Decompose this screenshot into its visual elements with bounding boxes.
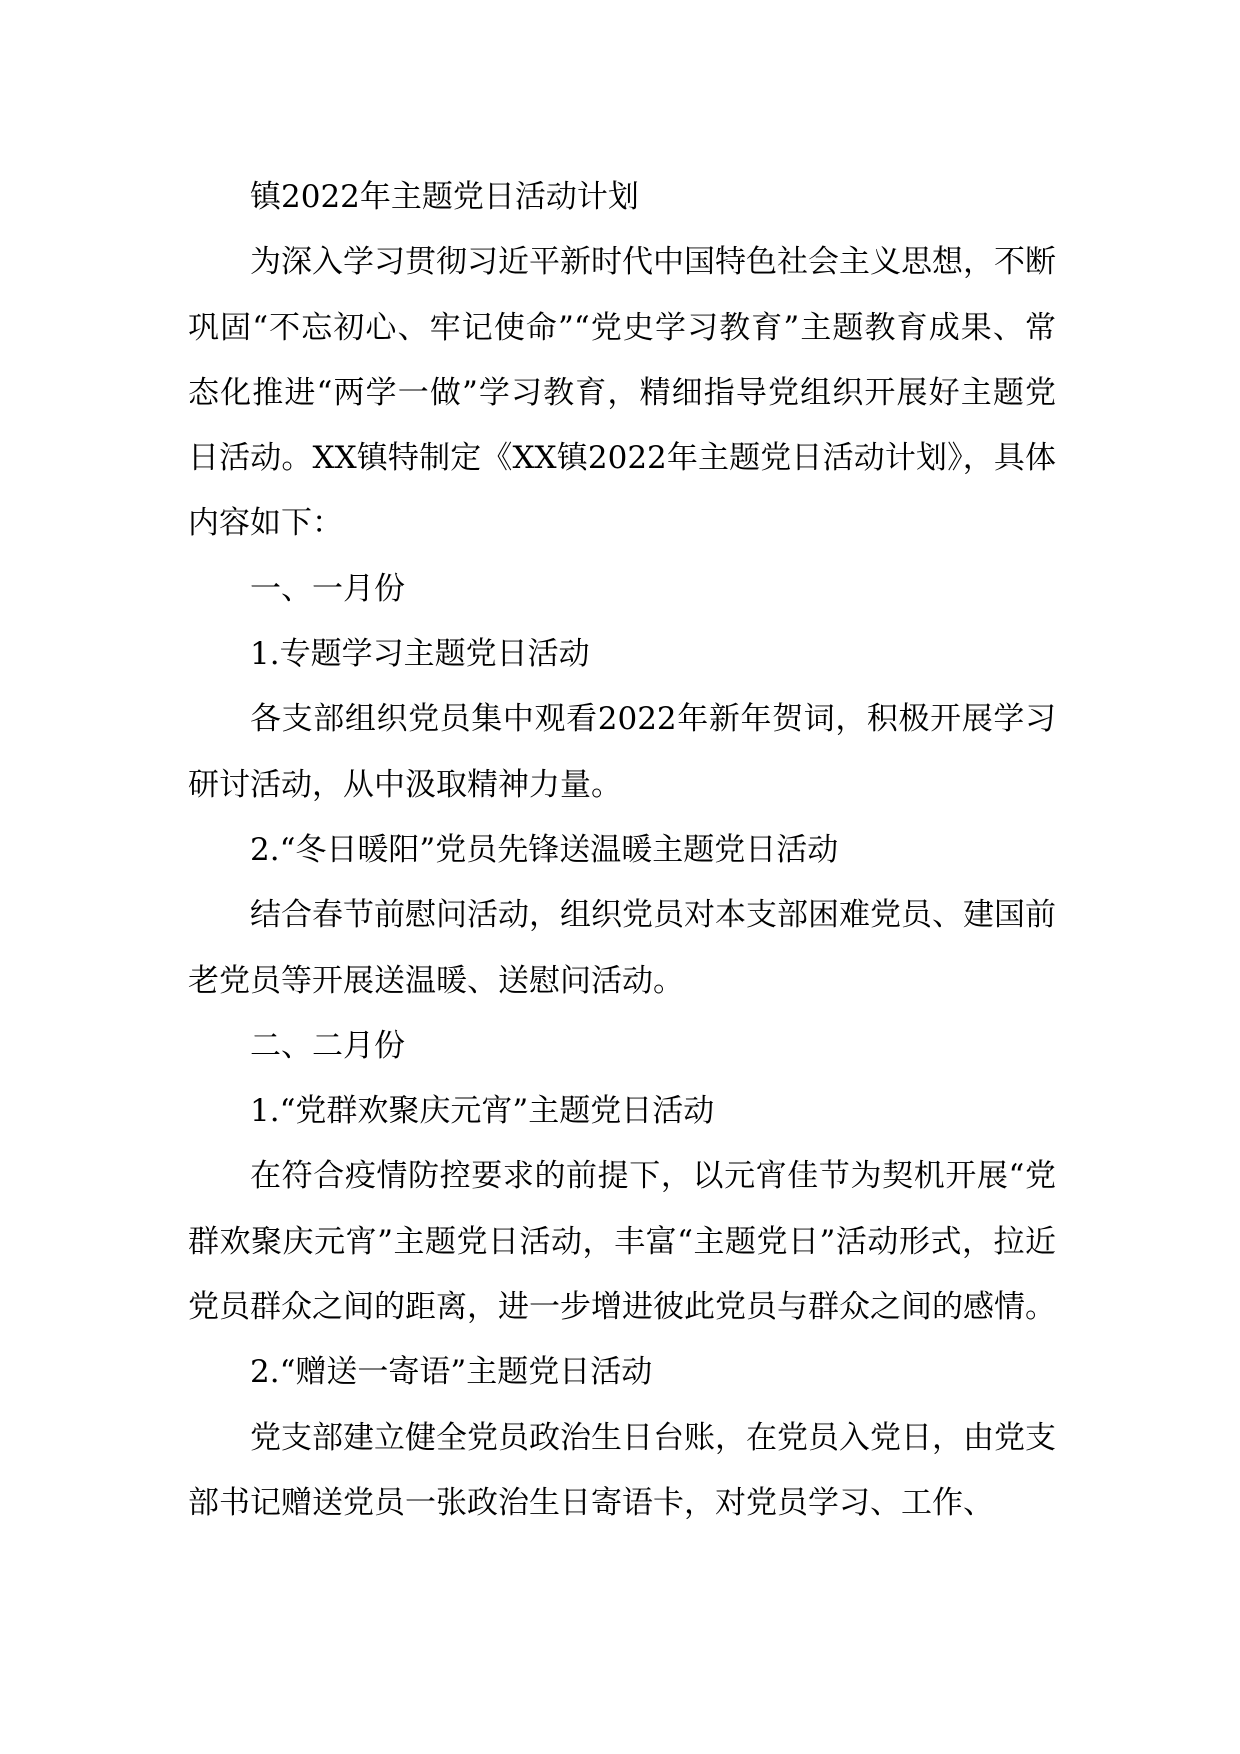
item-body: 结合春节前慰问活动，组织党员对本支部困难党员、建国前老党员等开展送温暖、送慰问活动。 [188,897,1056,999]
section-heading-february: 二、二月份 [250,1027,405,1064]
item-heading: 1.“党群欢聚庆元宵”主题党日活动 [250,1093,715,1130]
section-heading-january: 一、一月份 [250,570,405,607]
item-body: 党支部建立健全党员政治生日台账，在党员入党日，由党支部书记赠送党员一张政治生日寄语卡，对党员学习、工作、 [188,1419,1056,1521]
item-heading: 2.“赠送一寄语”主题党日活动 [250,1354,653,1391]
item-heading: 2.“冬日暖阳”党员先锋送温暖主题党日活动 [250,831,839,868]
document-body [188,165,1056,1536]
intro-paragraph: 为深入学习贯彻习近平新时代中国特色社会主义思想，不断巩固“不忘初心、牢记使命”“党史学习教育”主题教育成果、常态化推进“两学一做”学习教育，精细指导党组织开展好主题党日活动。XX镇特制定《XX镇2022年主题党日活动计划》，具体内容如下： [188,244,1056,542]
item-body: 各支部组织党员集中观看2022年新年贺词，积极开展学习研讨活动，从中汲取精神力量。 [188,701,1056,803]
document-title: 镇2022年主题党日活动计划 [250,179,639,215]
item-body: 在符合疫情防控要求的前提下，以元宵佳节为契机开展“党群欢聚庆元宵”主题党日活动，丰富“主题党日”活动形式，拉近党员群众之间的距离，进一步增进彼此党员与群众之间的感情。 [188,1158,1056,1326]
item-heading: 1.专题学习主题党日活动 [250,636,590,673]
